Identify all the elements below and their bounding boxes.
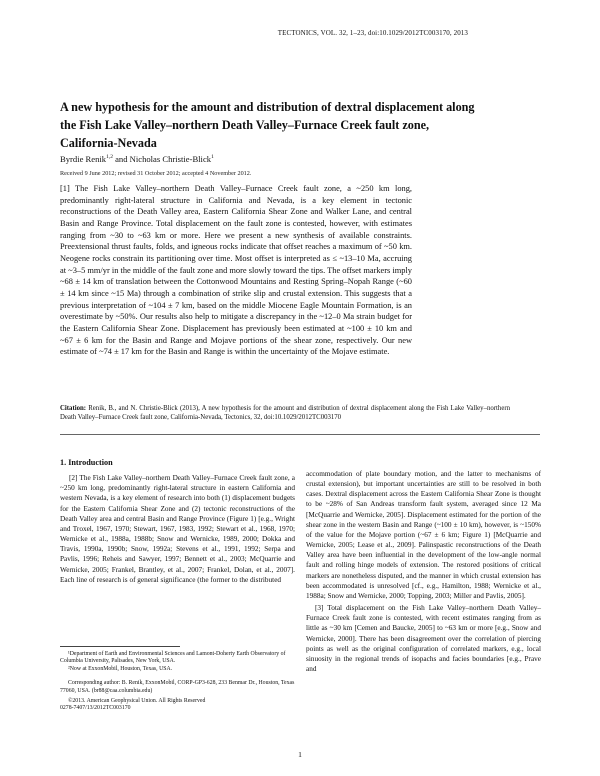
footnotes (60, 651, 300, 713)
received-dates: Received 9 June 2012; revised 31 October 2012; accepted 4 November 2012. (60, 170, 252, 177)
section-heading: 1. Introduction (60, 458, 113, 467)
right-column (306, 469, 541, 674)
footnote-affiliation: ¹Department of Earth and Environmental Sciences and Lamont-Doherty Earth Observatory of Columbia University, Palisades, New York, USA. (60, 651, 286, 665)
footnote-affiliation: ²Now at ExxonMobil, Houston, Texas, USA. (68, 665, 173, 672)
author-line (60, 154, 214, 164)
journal-header: TECTONICS, VOL. 32, 1–23, doi:10.1029/2012TC003170, 2013 (277, 29, 468, 37)
footnote-issn: 0278-7407/13/2012TC003170 (60, 705, 131, 712)
author-name: Byrdie Renik (60, 154, 107, 164)
citation-label: Citation: (60, 405, 87, 412)
author-name: Nicholas Christie-Blick (129, 154, 212, 164)
body-paragraph: [2] The Fish Lake Valley–northern Death Valley–Furnace Creek fault zone, a ~250 km long, predominantly right-lateral structure in eastern California and western Nevada, is a key element of research into both (1) displacement budgets for the Eastern California Shear Zone and (2) tectonic reconstructions of the Death Valley area and central Basin and Range Province (Figure 1) [e.g., Wright and Troxel, 1967, 1970; Stewart, 1967, 1983, 1992; Stewart et al., 1968, 1970; Wernicke et al., 1988a, 1988b; Snow and Wernicke, 1989, 2000; Dokka and Travis, 1990a, 1990b; Snow, 1992a; Stevens et al., 1991, 1992; Serpa and Pavlis, 1996; Reheis and Sawyer, 1997; Bennett et al., 2003; McQuarrie and Wernicke, 2005; Frankel, Brantley, et al., 2007; Frankel, Dolan, et al., 2007]. Each line of research is of general significance (the former to the distributed (60, 474, 295, 584)
citation-text: Renik, B., and N. Christie-Blick (2013), A new hypothesis for the amount and distribution of dextral displacement along the Fish Lake Valley–northern Death Valley–Furnace Creek fault zone, California-Nevada, Tectonics, 32, doi:10.1029/2012TC003170 (60, 405, 510, 422)
footnote-copyright: ©2013. American Geophysical Union. All Rights Reserved (68, 698, 206, 705)
body-paragraph: [3] Total displacement on the Fish Lake Valley–northern Death Valley–Furnace Creek fault zone is contested, with recent estimates ranging from as little as ~30 km [Cemen and Baucke, 2005] to ~63 km or more [e.g., Snow and Wernicke, 2000]. There has been disagreement over the correlation of piercing points as well as the original configuration of correlated markers, e.g., local sinuosity in the regional trends of isopachs and facies boundaries [e.g., Prave and (306, 604, 541, 673)
author-affiliation-mark: 1 (211, 154, 214, 161)
author-connector: and (112, 154, 130, 164)
author-affiliation-mark: 1,2 (106, 154, 113, 161)
page-number: 1 (298, 750, 302, 759)
footnote-corresponding-author: Corresponding author: B. Renik, ExxonMobil, CORP-GP3-628, 233 Benmar Dr., Houston, Texas 77060, USA. (br88@caa.columbia.edu) (60, 680, 295, 694)
body-paragraph: accommodation of plate boundary motion, and the latter to mechanisms of crustal extension), but important uncertainties are still to be resolved in both cases. Dextral displacement across the Eastern California Shear Zone is thought to be ~28% of San Andreas transform fault system, averaged since 12 Ma [McQuarrie and Wernicke, 2005]. Displacement estimated for the portion of the shear zone in the western Basin and Range (~100 ± 10 km), however, is ~150% of the value for the Mojave portion (~67 ± 6 km; Figure 1) [McQuarrie and Wernicke, 2005; Lease et al., 2009]. Palinspastic reconstructions of the Death Valley area have been influential in the development of the low-angle normal fault and rolling hinge models of extension. The restored positions of critical markers are nonetheless disputed, and the manner in which crustal extension has been accommodated is unresolved [cf., e.g., Hamilton, 1988; Wernicke et al., 1988a; Snow and Wernicke, 2000; Topping, 2003; Miller and Pavlis, 2005]. (306, 470, 541, 600)
left-column (60, 458, 295, 585)
citation (60, 404, 510, 422)
section-divider (60, 434, 540, 435)
paper-title: A new hypothesis for the amount and distribution of dextral displacement along the Fish Lake Valley–northern Death Valley–Furnace Creek fault zone, California-Nevada (60, 100, 475, 150)
footnote-divider (60, 646, 180, 647)
abstract: [1] The Fish Lake Valley–northern Death Valley–Furnace Creek fault zone, a ~250 km long, predominantly right-lateral structure in California and Nevada, is a key element in tectonic reconstructions of the Death Valley area, Eastern California Shear Zone and Walker Lane, and central Basin and Range Province. Total displacement on the fault zone is contested, however, with estimates ranging from ~30 to ~63 km or more. Here we present a new synthesis of available constraints. Preextensional thrust faults, folds, and igneous rocks indicate that offset reaches a maximum of ~50 km. Neogene rocks constrain its partitioning over time. Most offset is interpreted as ≤ ~13–10 Ma, accruing at ~3–5 mm/yr in the middle of the fault zone and more slowly toward the tips. The offset markers imply ~68 ± 14 km of translation between the Cottonwood Mountains and Resting Spring–Nopah Range (~60 ± 14 km since ~15 Ma) through a combination of strike slip and crustal extension. This suggests that a previous interpretation of ~104 ± 7 km, based on the middle Miocene Eagle Mountain Formation, is an overestimate by ~50%. Our results also help to mitigate a discrepancy in the ~12–0 Ma strain budget for the Eastern California Shear Zone. Displacement has previously been estimated at ~100 ± 10 km and ~67 ± 6 km for the Basin and Range and Mojave portions of the shear zone, respectively. Our new estimate of ~74 ± 17 km for the Basin and Range is within the uncertainty of the Mojave estimate. (60, 184, 412, 357)
